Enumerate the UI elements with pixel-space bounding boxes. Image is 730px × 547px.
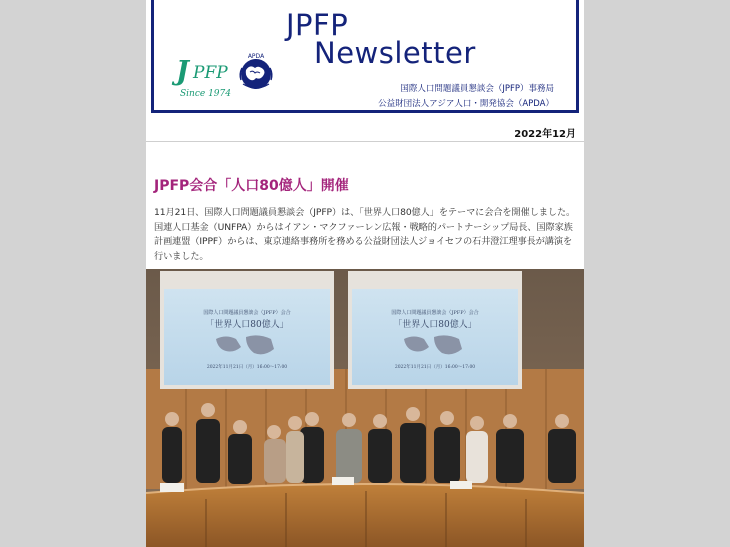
header-divider <box>146 141 584 142</box>
issue-date: 2022年12月 <box>514 129 576 140</box>
since-1974-label: Since 1974 <box>180 89 231 99</box>
jpfp-logo-j: J <box>176 56 189 87</box>
meeting-photo <box>146 269 584 547</box>
screen-left-date: 2022年11月21日（月）16:00～17:00 <box>206 365 288 370</box>
article-body: 11月21日、国際人口問題議員懇談会（JPFP）は、「世界人口80億人」をテーマに会合を開催しました。国連人口基金（UNFPA）からはイアン・マクファーレン広報・戦略的パートナーシップ局長、国際家族計画連盟（IPPF）からは、東京連絡事務所を務める公益財団法人ジョイセフの石井澄江理事長が講演を行いました。 <box>154 207 576 262</box>
org-line-apda: 公益財団法人アジア人口・開発協会（APDA） <box>378 99 554 109</box>
screen-left-title: 「世界人口80億人」 <box>205 320 289 330</box>
newsletter-title-jpfp: JPFP <box>286 8 349 42</box>
newsletter-title-newsletter: Newsletter <box>314 36 476 70</box>
jpfp-logo-text: PFP <box>193 63 228 83</box>
screen-right-line1: 国際人口問題議員懇談会（JPFP）会合 <box>391 310 479 316</box>
screen-right-title: 「世界人口80億人」 <box>393 320 477 330</box>
group-photo-image <box>146 269 584 547</box>
screen-left-line1: 国際人口問題議員懇談会（JPFP）会合 <box>203 310 291 316</box>
screen-right-date: 2022年11月21日（月）16:00～17:00 <box>394 365 476 370</box>
apda-logo-text: APDA <box>247 53 265 60</box>
conference-table <box>146 484 584 547</box>
newsletter-header <box>151 0 579 113</box>
newsletter-page <box>146 0 584 547</box>
apda-logo-icon <box>236 52 276 92</box>
article-headline: JPFP会合「人口80億人」開催 <box>154 178 349 194</box>
org-line-jpfp: 国際人口問題議員懇談会（JPFP）事務局 <box>400 84 554 94</box>
